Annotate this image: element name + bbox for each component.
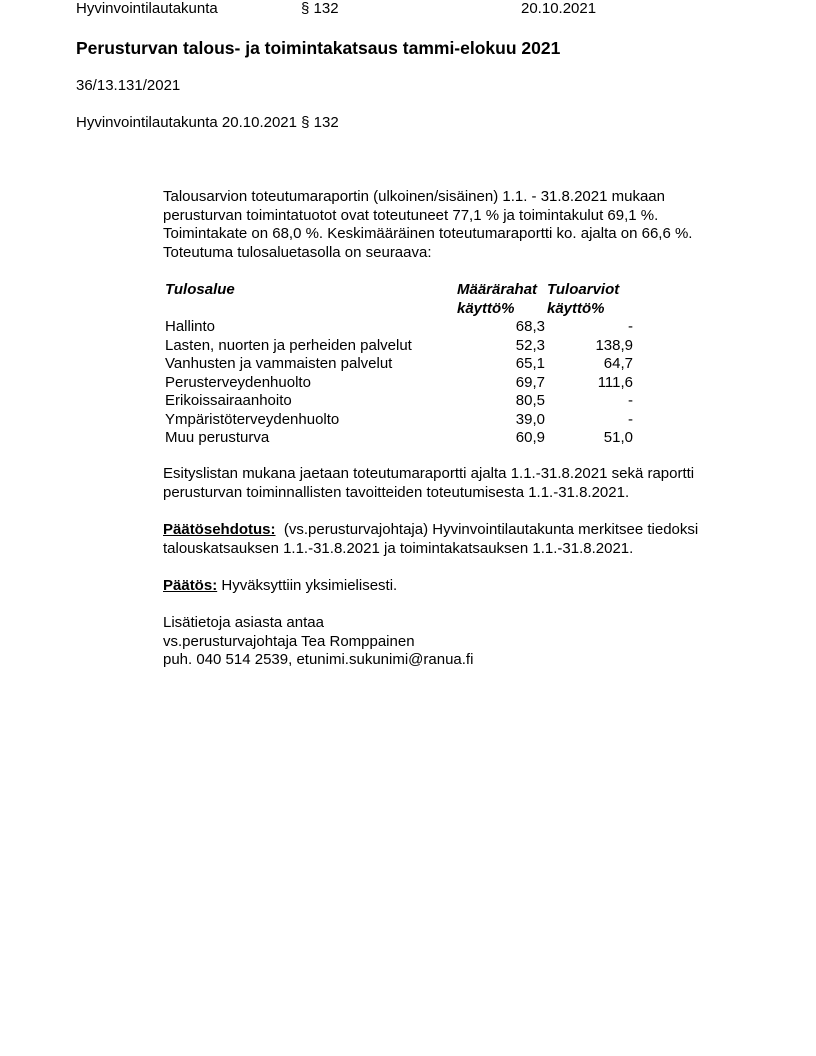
decision-text: Hyväksyttiin yksimielisesti.	[221, 577, 398, 594]
table-row	[163, 411, 633, 430]
results-table	[163, 281, 633, 448]
row-area: Erikoissairaanhoito	[165, 392, 292, 409]
col-header-income-sub: käyttö%	[547, 299, 605, 317]
table-row	[163, 392, 633, 411]
row-area: Ympäristöterveydenhuolto	[165, 410, 340, 428]
proposal-label: Päätösehdotus:	[163, 521, 276, 538]
table-row	[163, 429, 633, 448]
intro-paragraph	[163, 188, 692, 262]
row-income: -	[628, 410, 633, 428]
intro-line: Talousarvion toteutumaraportin (ulkoinen/sisäinen) 1.1. - 31.8.2021 mukaan	[163, 188, 665, 205]
row-budget: 80,5	[515, 392, 545, 409]
distribution-line: Esityslistan mukana jaetaan toteutumaraportti ajalta 1.1.-31.8.2021 sekä raportti	[163, 465, 695, 482]
meeting-reference: Hyvinvointilautakunta 20.10.2021 § 132	[76, 114, 339, 131]
row-income: 51,0	[603, 429, 633, 446]
row-area: Perusterveydenhuolto	[165, 373, 311, 391]
row-area: Vanhusten ja vammaisten palvelut	[165, 355, 393, 372]
row-income: -	[628, 392, 633, 409]
distribution-paragraph	[163, 465, 694, 502]
table-header-row	[163, 281, 633, 300]
contact-line: vs.perusturvajohtaja Tea Romppainen	[163, 632, 415, 650]
row-area: Muu perusturva	[165, 429, 270, 446]
decision-paragraph	[163, 577, 397, 596]
proposal-text: (vs.perusturvajohtaja) Hyvinvointilautakunta merkitsee tiedoksi	[283, 521, 699, 538]
intro-line: perusturvan toimintatuotot ovat toteutuneet 77,1 % ja toimintakulut 69,1 %.	[163, 206, 659, 224]
row-budget: 39,0	[515, 410, 545, 428]
header-section: § 132	[301, 0, 339, 17]
contact-line: puh. 040 514 2539, etunimi.sukunimi@ranua.fi	[163, 651, 474, 668]
distribution-line: perusturvan toiminnallisten tavoitteiden toteutumisesta 1.1.-31.8.2021.	[163, 483, 630, 501]
row-budget: 69,7	[515, 373, 545, 391]
row-budget: 52,3	[515, 336, 545, 354]
intro-line: Toteutuma tulosaluetasolla on seuraava:	[163, 243, 432, 261]
contact-block	[163, 614, 473, 670]
table-row	[163, 337, 633, 356]
table-row	[163, 318, 633, 337]
contact-line: Lisätietoja asiasta antaa	[163, 614, 324, 631]
row-area: Hallinto	[165, 318, 216, 335]
col-header-income: Tuloarviot	[547, 281, 620, 298]
record-id: 36/13.131/2021	[76, 77, 181, 94]
row-budget: 60,9	[515, 429, 545, 446]
row-budget: 65,1	[515, 355, 545, 372]
row-income: 111,6	[597, 373, 633, 391]
col-header-budget: Määrärahat	[457, 281, 538, 298]
proposal-paragraph	[163, 521, 698, 558]
table-row	[163, 374, 633, 393]
page-title: Perusturvan talous- ja toimintakatsaus tammi-elokuu 2021	[76, 38, 561, 58]
row-income: 64,7	[603, 355, 633, 372]
proposal-text-2: talouskatsauksen 1.1.-31.8.2021 ja toimintakatsauksen 1.1.-31.8.2021.	[163, 539, 634, 557]
col-header-budget-sub: käyttö%	[457, 299, 515, 317]
col-header-area: Tulosalue	[165, 281, 235, 298]
header-board: Hyvinvointilautakunta	[76, 0, 218, 17]
table-row	[163, 355, 633, 374]
row-budget: 68,3	[515, 318, 545, 335]
decision-label: Päätös:	[163, 577, 218, 594]
row-income: 138,9	[595, 336, 633, 354]
header-date: 20.10.2021	[521, 0, 597, 17]
row-area: Lasten, nuorten ja perheiden palvelut	[165, 336, 412, 354]
intro-line: Toimintakate on 68,0 %. Keskimääräinen toteutumaraportti ko. ajalta on 66,6 %.	[163, 225, 693, 242]
table-header-row	[163, 300, 633, 319]
row-income: -	[628, 318, 633, 335]
